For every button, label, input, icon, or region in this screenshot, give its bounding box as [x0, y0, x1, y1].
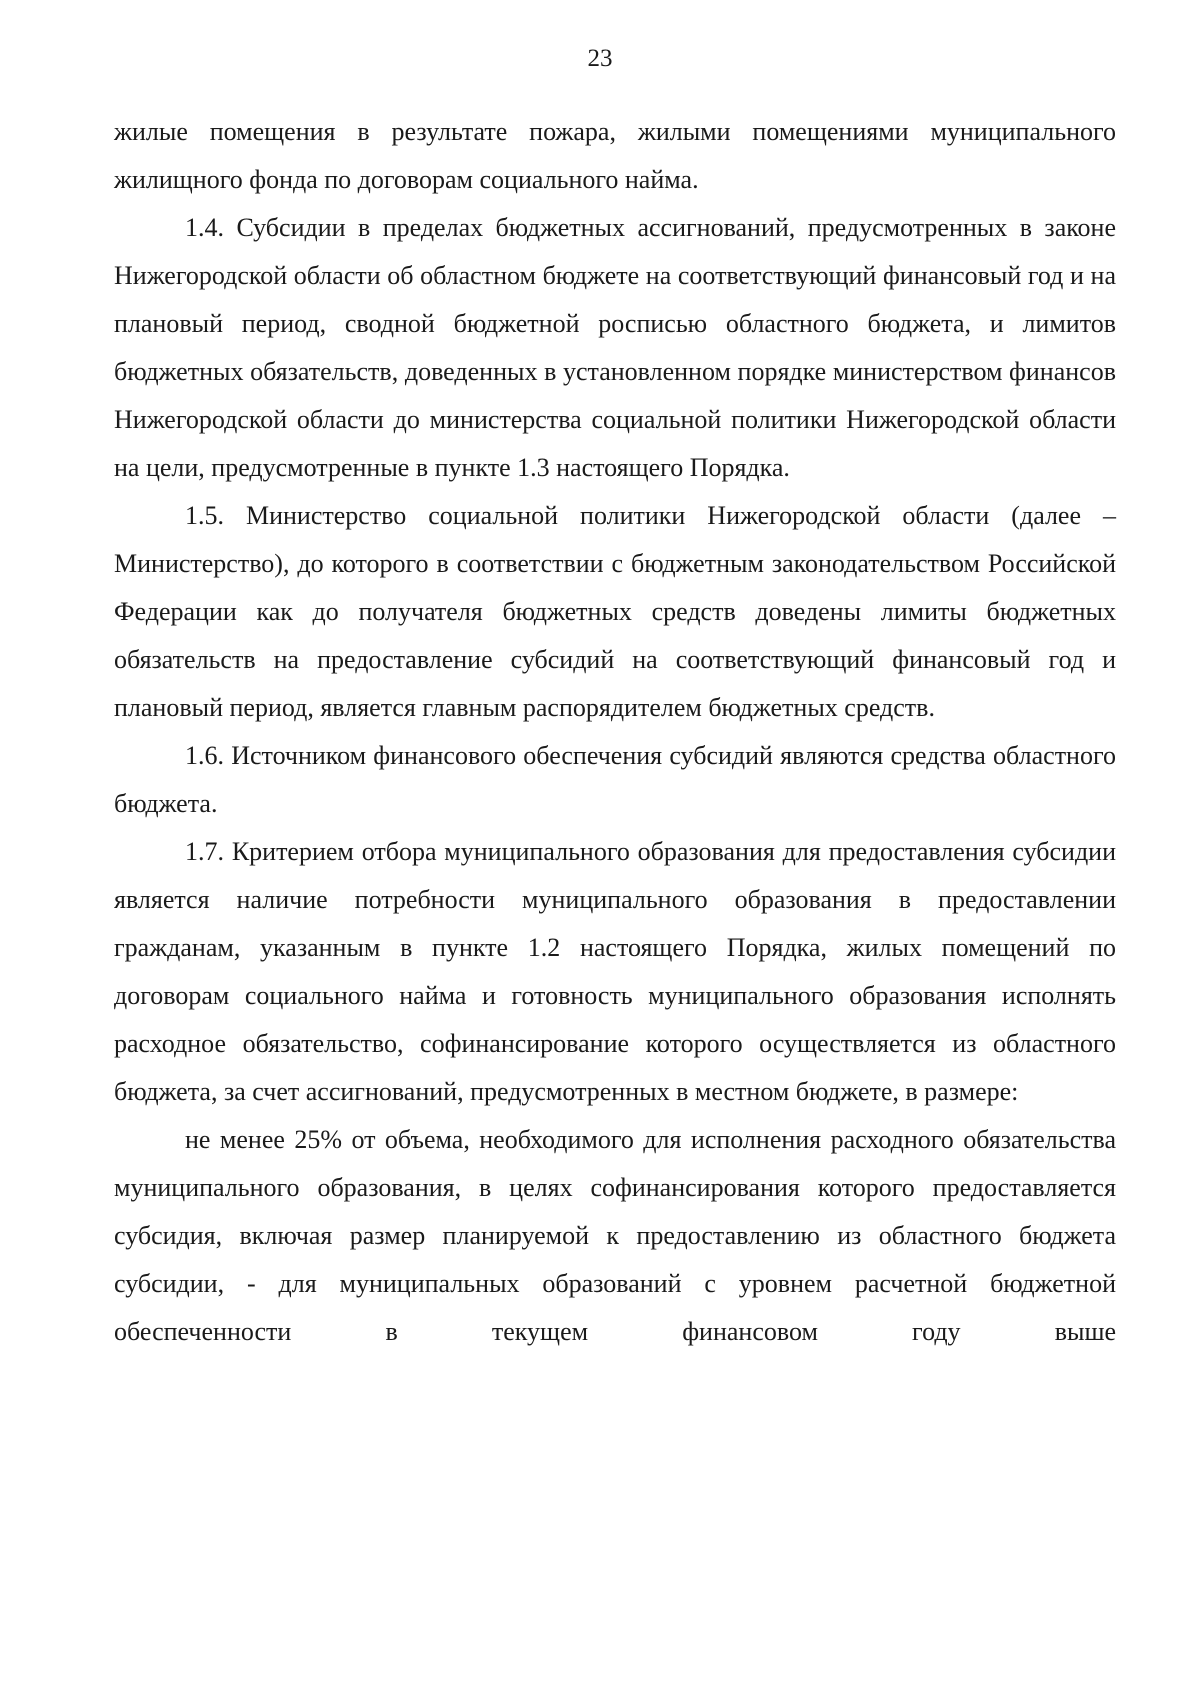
document-body — [114, 108, 1116, 1356]
page-number: 23 — [587, 45, 613, 72]
paragraph-1-4: 1.4. Субсидии в пределах бюджетных ассигнований, предусмотренных в законе Нижегородской области об областном бюджете на соответствующий финансовый год и на плановый период, сводной бюджетной росписью областного бюджета, и лимитов бюджетных обязательств, доведенных в установленном порядке министерством финансов Нижегородской области до министерства социальной политики Нижегородской области на цели, предусмотренные в пункте 1.3 настоящего Порядка. — [114, 213, 1116, 482]
paragraph-1-7: 1.7. Критерием отбора муниципального образования для предоставления субсидии является наличие потребности муниципального образования в предоставлении гражданам, указанным в пункте 1.2 настоящего Порядка, жилых помещений по договорам социального найма и готовность муниципального образования исполнять расходное обязательство, софинансирование которого осуществляется из областного бюджета, за счет ассигнований, предусмотренных в местном бюджете, в размере: — [114, 837, 1116, 1106]
paragraph-co-financing-rate: не менее 25% от объема, необходимого для исполнения расходного обязательства муниципального образования, в целях софинансирования которого предоставляется субсидия, включая размер планируемой к предоставлению из областного бюджета субсидии, - для муниципальных образований с уровнем расчетной бюджетной обеспеченности в текущем финансовом году выше — [114, 1125, 1116, 1346]
paragraph-1-5: 1.5. Министерство социальной политики Нижегородской области (далее – Министерство), до которого в соответствии с бюджетным законодательством Российской Федерации как до получателя бюджетных средств доведены лимиты бюджетных обязательств на предоставление субсидий на соответствующий финансовый год и плановый период, является главным распорядителем бюджетных средств. — [114, 501, 1116, 722]
paragraph-1-6: 1.6. Источником финансового обеспечения субсидий являются средства областного бюджета. — [114, 741, 1116, 818]
paragraph-continuation: жилые помещения в результате пожара, жилыми помещениями муниципального жилищного фонда по договорам социального найма. — [114, 117, 1116, 194]
